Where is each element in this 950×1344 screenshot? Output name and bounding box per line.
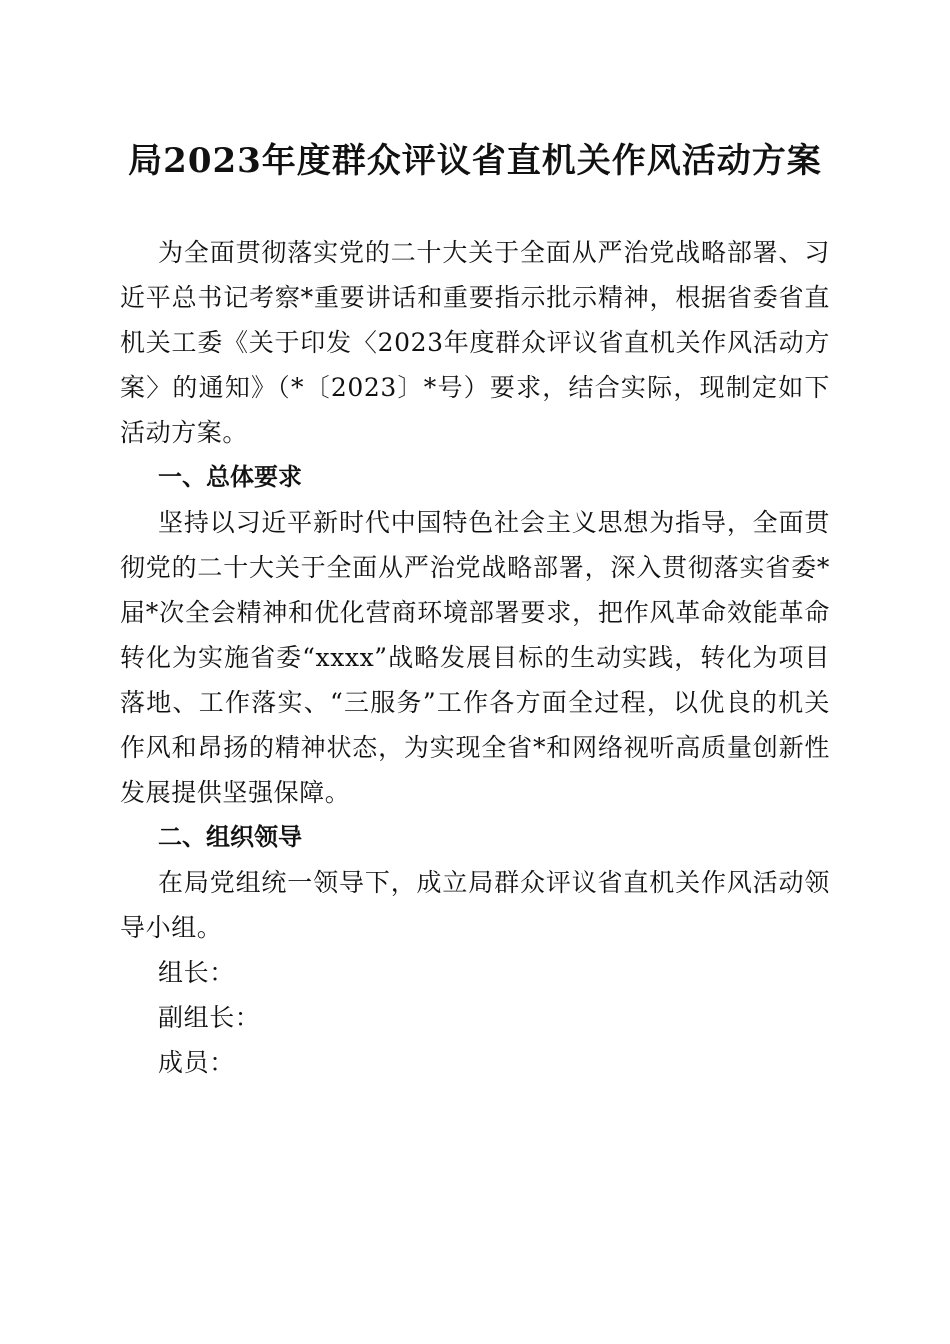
section-heading-general-requirements: 一、总体要求 <box>158 463 302 491</box>
deputy-leader-field-label: 副组长： <box>158 1003 261 1032</box>
members-field-label: 成员： <box>158 1048 235 1077</box>
organization-leadership-paragraph: 在局党组统一领导下，成立局群众评议省直机关作风活动领导小组。 <box>120 868 830 942</box>
intro-paragraph: 为全面贯彻落实党的二十大关于全面从严治党战略部署、习近平总书记考察*重要讲话和重要指示批示精神，根据省委省直机关工委《关于印发〈2023年度群众评议省直机关作风活动方案〉的通知》（*〔2023〕*号）要求，结合实际，现制定如下活动方案。 <box>120 238 830 447</box>
general-requirements-paragraph: 坚持以习近平新时代中国特色社会主义思想为指导，全面贯彻党的二十大关于全面从严治党战略部署，深入贯彻落实省委*届*次全会精神和优化营商环境部署要求，把作风革命效能革命转化为实施省委“xxxx”战略发展目标的生动实践，转化为项目落地、工作落实、“三服务”工作各方面全过程，以优良的机关作风和昂扬的精神状态，为实现全省*和网络视听高质量创新性发展提供坚强保障。 <box>120 508 830 807</box>
document-title: 局2023年度群众评议省直机关作风活动方案 <box>128 141 822 181</box>
section-heading-organization-leadership: 二、组织领导 <box>158 823 302 851</box>
document-body <box>120 230 830 1085</box>
leader-field-label: 组长： <box>158 958 235 987</box>
